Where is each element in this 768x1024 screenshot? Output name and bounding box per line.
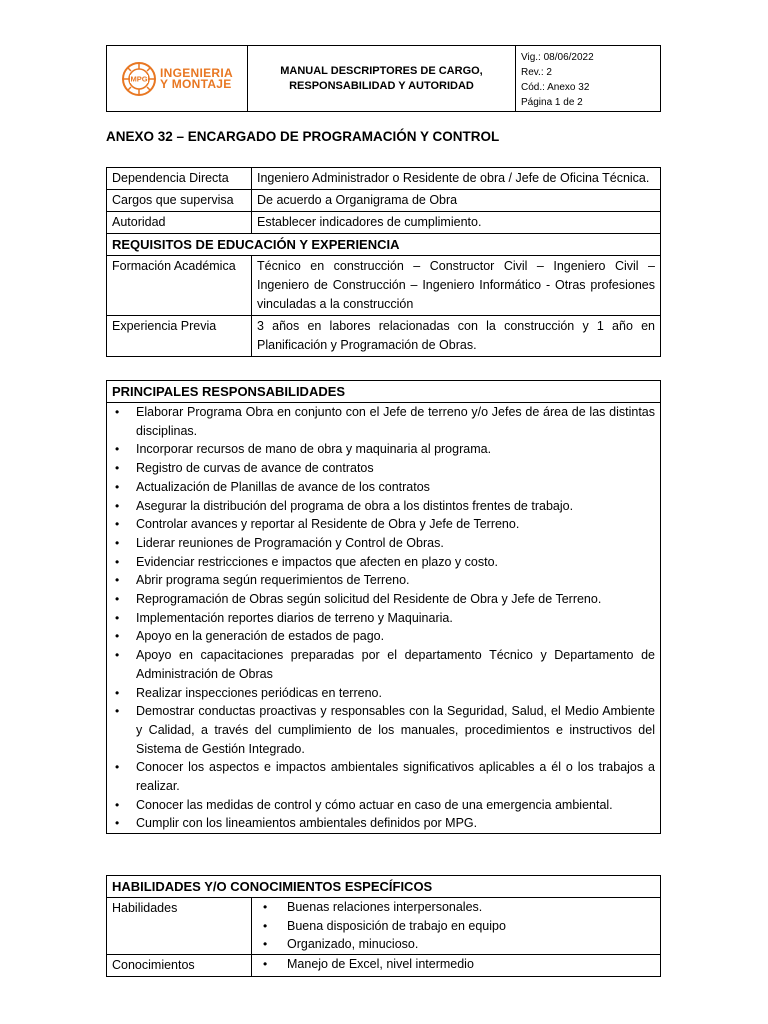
list-item-text: Apoyo en capacitaciones preparadas por el departamento Técnico y Departamento de Administración de Obras <box>136 648 655 681</box>
skills-heading: HABILIDADES Y/O CONOCIMIENTOS ESPECÍFICOS <box>107 876 661 898</box>
meta-code: Cód.: Anexo 32 <box>521 82 590 93</box>
row-label: Conocimientos <box>107 955 252 977</box>
list-item-text: Reprogramación de Obras según solicitud del Residente de Obra y Jefe de Terreno. <box>136 592 602 607</box>
list-item-text: Actualización de Planillas de avance de los contratos <box>136 479 430 494</box>
table-row <box>107 256 661 316</box>
bullet-icon: • <box>115 405 120 419</box>
list-item <box>111 478 655 497</box>
list-item <box>111 497 655 516</box>
row-value: 3 años en labores relacionadas con la construcción y 1 año en Planificación y Programación de Obras. <box>252 316 661 357</box>
knowledge-cell <box>252 955 661 977</box>
list-item <box>111 796 655 815</box>
bullet-icon: • <box>263 957 268 972</box>
list-item <box>257 935 655 954</box>
bullet-icon: • <box>115 479 120 494</box>
list-item <box>257 898 655 917</box>
list-item <box>111 758 655 795</box>
bullet-icon: • <box>115 573 120 588</box>
list-item <box>111 590 655 609</box>
meta-validity: Vig.: 08/06/2022 <box>521 52 594 63</box>
bullet-icon: • <box>115 498 120 513</box>
logo-line-1: INGENIERIA <box>159 65 233 80</box>
document-header <box>106 45 661 112</box>
list-item <box>111 702 655 758</box>
bullet-icon: • <box>115 797 120 812</box>
bullet-icon: • <box>115 704 120 719</box>
list-item <box>111 684 655 703</box>
list-item <box>257 955 655 974</box>
table-row <box>107 876 661 898</box>
row-value: De acuerdo a Organigrama de Obra <box>252 190 661 212</box>
table-row <box>107 316 661 357</box>
mpg-logo-icon <box>121 61 157 97</box>
row-value: Técnico en construcción – Constructor Civil – Ingeniero Civil – Ingeniero de Construcción – Ingeniero Informático - Otras profesiones vinculadas a la construcción <box>252 256 661 316</box>
list-item-text: Elaborar Programa Obra en conjunto con el Jefe de terreno y/o Jefes de área de las distintas disciplinas. <box>136 405 655 438</box>
list-item-text: Evidenciar restricciones e impactos que afecten en plazo y costo. <box>136 554 498 569</box>
bullet-icon: • <box>115 517 120 532</box>
bullet-icon: • <box>263 918 268 933</box>
table-row <box>107 898 661 955</box>
list-item <box>111 553 655 572</box>
list-item-text: Asegurar la distribución del programa de obra a los distintos frentes de trabajo. <box>136 498 574 513</box>
manual-title-line-1: MANUAL DESCRIPTORES DE CARGO, <box>280 64 483 77</box>
row-label: Habilidades <box>107 898 252 955</box>
bullet-icon: • <box>115 629 120 644</box>
list-item-text: Controlar avances y reportar al Residente de Obra y Jefe de Terreno. <box>136 517 520 532</box>
job-info-table <box>106 167 661 357</box>
annex-title: ANEXO 32 – ENCARGADO DE PROGRAMACIÓN Y CONTROL <box>106 129 500 144</box>
responsibilities-heading: PRINCIPALES RESPONSABILIDADES <box>107 381 661 403</box>
list-item-text: Organizado, minucioso. <box>287 937 419 952</box>
list-item-text: Apoyo en la generación de estados de pago. <box>136 629 385 644</box>
bullet-icon: • <box>263 937 268 952</box>
row-label: Autoridad <box>107 212 252 234</box>
company-logo <box>121 61 233 97</box>
document-metadata <box>516 46 660 111</box>
row-label: Dependencia Directa <box>107 168 252 190</box>
list-item-text: Abrir programa según requerimientos de Terreno. <box>136 573 410 588</box>
bullet-icon: • <box>115 816 120 831</box>
skills-cell <box>252 898 661 955</box>
skills-table <box>106 875 661 977</box>
manual-title <box>248 46 516 111</box>
logo-cell <box>107 46 248 111</box>
table-row <box>107 168 661 190</box>
svg-text:MPG: MPG <box>130 74 148 83</box>
list-item-text: Demostrar conductas proactivas y responsables con la Seguridad, Salud, el Medio Ambiente y Calidad, a través del cumplimiento de los manuales, procedimientos e instructivos del Sistema de Gestión Integrado. <box>136 704 655 756</box>
meta-page-number: Página 1 de 2 <box>521 97 583 108</box>
list-item-text: Conocer los aspectos e impactos ambientales significativos aplicables a él o los trabajos a realizar. <box>136 760 655 794</box>
row-label: Experiencia Previa <box>107 316 252 357</box>
bullet-icon: • <box>263 900 268 914</box>
responsibilities-table <box>106 380 661 834</box>
skills-list <box>257 898 655 954</box>
bullet-icon: • <box>115 648 120 663</box>
meta-revision: Rev.: 2 <box>521 67 552 78</box>
list-item-text: Conocer las medidas de control y cómo actuar en caso de una emergencia ambiental. <box>136 797 613 812</box>
list-item-text: Manejo de Excel, nivel intermedio <box>287 957 474 972</box>
row-label: Formación Académica <box>107 256 252 316</box>
bullet-icon: • <box>115 554 120 569</box>
row-value: Ingeniero Administrador o Residente de obra / Jefe de Oficina Técnica. <box>252 168 661 190</box>
table-row <box>107 955 661 977</box>
table-row <box>107 403 661 834</box>
requirements-heading: REQUISITOS DE EDUCACIÓN Y EXPERIENCIA <box>107 234 661 256</box>
list-item <box>111 403 655 440</box>
manual-title-line-2: RESPONSABILIDAD Y AUTORIDAD <box>289 79 474 92</box>
logo-line-2: Y MONTAJE <box>159 76 232 91</box>
row-value: Establecer indicadores de cumplimiento. <box>252 212 661 234</box>
list-item-text: Liderar reuniones de Programación y Control de Obras. <box>136 535 444 550</box>
list-item <box>111 646 655 683</box>
list-item-text: Implementación reportes diarios de terreno y Maquinaria. <box>136 610 453 625</box>
list-item-text: Buenas relaciones interpersonales. <box>287 900 483 914</box>
bullet-icon: • <box>115 535 120 550</box>
list-item <box>111 440 655 459</box>
list-item <box>257 917 655 936</box>
bullet-icon: • <box>115 442 120 457</box>
table-row <box>107 381 661 403</box>
list-item <box>111 814 655 833</box>
table-row <box>107 212 661 234</box>
list-item-text: Incorporar recursos de mano de obra y maquinaria al programa. <box>136 442 492 457</box>
list-item <box>111 609 655 628</box>
bullet-icon: • <box>115 685 120 700</box>
bullet-icon: • <box>115 610 120 625</box>
bullet-icon: • <box>115 592 120 607</box>
bullet-icon: • <box>115 760 120 775</box>
row-label: Cargos que supervisa <box>107 190 252 212</box>
list-item-text: Cumplir con los lineamientos ambientales definidos por MPG. <box>136 816 478 831</box>
knowledge-list <box>257 955 655 974</box>
logo-wordmark <box>159 65 233 91</box>
list-item <box>111 515 655 534</box>
list-item <box>111 459 655 478</box>
responsibilities-list <box>111 403 655 833</box>
list-item-text: Buena disposición de trabajo en equipo <box>287 918 506 933</box>
list-item <box>111 534 655 553</box>
table-row <box>107 234 661 256</box>
responsibilities-cell <box>107 403 661 834</box>
list-item <box>111 627 655 646</box>
table-row <box>107 190 661 212</box>
list-item-text: Registro de curvas de avance de contratos <box>136 461 374 476</box>
bullet-icon: • <box>115 461 120 476</box>
list-item-text: Realizar inspecciones periódicas en terreno. <box>136 685 382 700</box>
list-item <box>111 571 655 590</box>
